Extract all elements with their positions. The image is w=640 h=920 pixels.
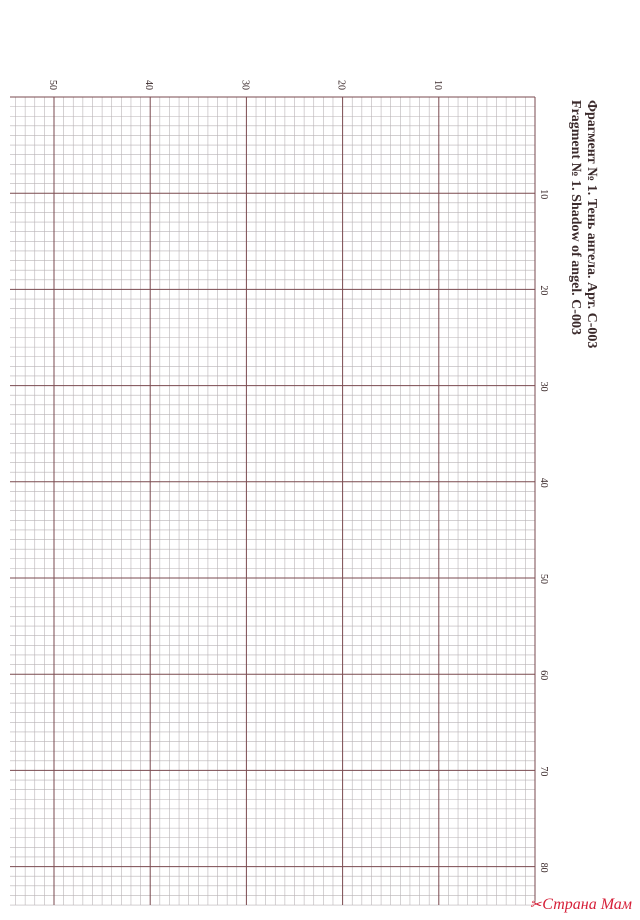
row-number-label: 80: [538, 862, 549, 873]
column-number-label: 20: [335, 80, 347, 90]
site-watermark: [530, 896, 632, 914]
watermark-text: Страна Мам: [542, 896, 632, 913]
row-number-labels: [538, 189, 549, 872]
column-number-label: 40: [143, 80, 155, 90]
column-number-label: 10: [431, 80, 443, 90]
column-number-labels: [47, 80, 443, 90]
scissors-icon: ✂: [529, 898, 542, 913]
row-number-label: 50: [538, 574, 549, 584]
column-number-label: 30: [239, 80, 251, 90]
row-number-label: 70: [538, 766, 549, 777]
column-number-label: 50: [47, 80, 58, 90]
title-english: Fragment № 1. Shadow of angel. C-003: [568, 100, 583, 335]
row-number-label: 20: [538, 285, 549, 296]
row-number-label: 40: [538, 477, 549, 488]
row-number-label: 30: [538, 381, 549, 392]
row-number-label: 60: [538, 670, 549, 681]
row-number-label: 10: [538, 189, 549, 200]
minor-grid-lines: [10, 97, 535, 905]
title-russian: Фрагмент № 1. Тень ангела. Арт. С-003: [584, 100, 599, 349]
